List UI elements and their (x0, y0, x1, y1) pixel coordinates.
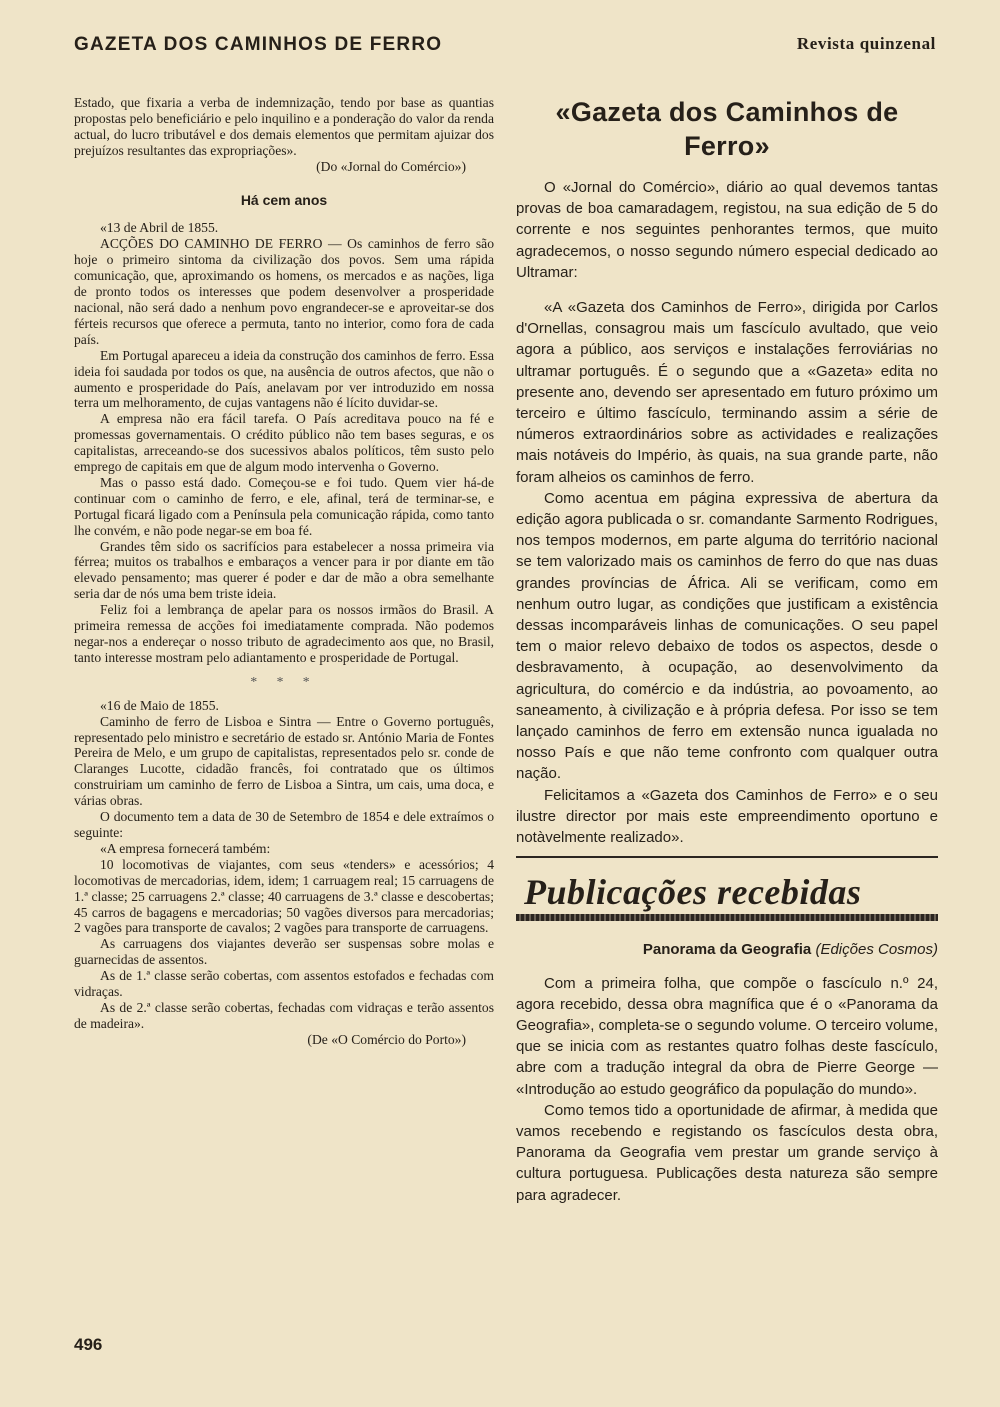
section-separator: * * * (250, 673, 318, 689)
article-paragraph: Com a primeira folha, que compõe o fascículo n.º 24, agora recebido, dessa obra magnífica que é o «Panorama da Geografia», completa-se o segundo volume. O terceiro volume, que se inicia com as restantes quatro folhas deste fascículo, abre com a tradução integral da obra de Pierre George — «Introdução ao estudo geográfico da população do mundo». (516, 974, 938, 1098)
entry-date: «16 de Maio de 1855. (100, 697, 219, 713)
entry-source: (De «O Comércio do Porto») (307, 1031, 466, 1047)
article-paragraph: Como acentua em página expressiva de abertura da edição agora publicada o sr. comandante Sarmento Rodrigues, nos tempos modernos, em parte alguma do território nacional se tem valorizado mais os caminhos de ferro do que nas duas grandes províncias de África. Ali se verificam, como em nenhum outro lugar, as condições que justificam a existência dessas incomparáveis linhas de comunicações. O seu papel tem o maior relevo debaixo de todos os aspectos, desde o desbravamento, à ocupação, ao desenvolvimento da agricultura, do comércio e da indústria, ao povoamento, ao saneamento, à civilização e à própria defesa. Por isso se tem lançado caminhos de ferro em extensão nunca igualada no nosso País e que não teme confronto com qualquer outra nação. (516, 489, 938, 783)
article-paragraph: As de 2.ª classe serão cobertas, fechadas com vidraças e terão assentos de madeira». (74, 999, 494, 1031)
left-column (74, 95, 494, 1048)
article-paragraph: As de 1.ª classe serão cobertas, com assentos estofados e fechadas com vidraças. (74, 968, 494, 1000)
paragraph-gap (516, 283, 938, 297)
article-paragraph: Felicitamos a «Gazeta dos Caminhos de Ferro» e o seu ilustre director por mais este empreendimento oportuno e notàvelmente realizado». (516, 786, 938, 847)
article-paragraph: O «Jornal do Comércio», diário ao qual devemos tantas provas de boa camaradagem, registou, na sua edição de 5 do corrente e nos seguintes penhorantes termos, que muito agradecemos, o nosso segundo número especial dedicado ao Ultramar: (516, 179, 938, 281)
entry-date: «13 de Abril de 1855. (100, 220, 219, 236)
right-column (516, 95, 938, 1206)
article-paragraph: 10 locomotivas de viajantes, com seus «tenders» e acessórios; 4 locomotivas de mercadorias, idem, idem; 1 carruagem real; 15 carruagens de 1.ª classe; 25 carruagens 2.ª classe; 40 carruagens de 3.ª classe e descobertas; 45 carros de bagagens e mercadorias; 50 vagões diversos para mercadorias; 2 vagões para transporte de cavalos; 2 vagões para transporte de carruagens. (74, 856, 494, 936)
journal-title: GAZETA DOS CAMINHOS DE FERRO (74, 34, 443, 55)
publications-underline (516, 914, 938, 921)
article-paragraph: A empresa não era fácil tarefa. O País acreditava pouco na fé e promessas governamentais. O crédito público não tem bases seguras, e os capitalistas, arreceando-se dos sucessivos abalos políticos, têm susto pelo emprego de capitais em que de algum modo intervenha o Governo. (74, 411, 494, 475)
running-head (74, 34, 936, 64)
article-paragraph: Como temos tido a oportunidade de afirmar, à medida que vamos recebendo e registando os fascículos desta obra, Panorama da Geografia vem prestar um grande serviço à cultura portuguesa. Publicações desta natureza são sempre para agradecer. (516, 1101, 938, 1204)
section-rule (516, 856, 938, 858)
book-title-line (516, 939, 938, 960)
article-paragraph: «A «Gazeta dos Caminhos de Ferro», dirigida por Carlos d'Ornellas, consagrou mais um fascículo avultado, que veio agora a público, aos serviços e instalações ferroviárias no ultramar português. É o segundo que a «Gazeta» edita no presente ano, devendo ser apresentado em futuro próximo um terceiro e último fascículo, terminando assim a série de números extraordinários sobre as actividades e realizações mais notáveis do Império, às quais, na sua grande parte, não foram alheios os caminhos de ferro. (516, 299, 938, 486)
section-title: Há cem anos (240, 191, 328, 208)
article-paragraph: ACÇÕES DO CAMINHO DE FERRO — Os caminhos de ferro são hoje o primeiro sintoma da civilização dos povos. Sem uma rápida comunicação, que, aproximando os homens, os mercados e as nações, liga de pronto todos os interesses que podem desenvolver a prosperidade nacional, não será dado a nenhum povo engrandecer-se e aproveitar-se dos férteis recursos que oferece a permuta, tanto no interior, como fora de cada país. (74, 236, 494, 347)
intro-paragraph: Estado, que fixaria a verba de indemnização, tendo por base as quantias propostas pelo beneficiário e pelo inquilino e a ponderação do valor da renda actual, do lucro tributável e dos demais elementos que permitam ajuizar dos prejuízos resultantes das expropriações». (74, 95, 494, 158)
article-paragraph: Mas o passo está dado. Começou-se e foi tudo. Quem vier há-de continuar com o caminho de ferro, e ele, afinal, terá de terminar-se, e Portugal ficará ligado com a Península pela comunicação rápida, como tanto lhe convém, e não pode negar-se em boa fé. (74, 474, 494, 538)
article-paragraph: «A empresa fornecerá também: (100, 840, 271, 856)
article-paragraph: O documento tem a data de 30 de Setembro de 1854 e dele extraímos o seguinte: (74, 809, 494, 840)
book-title: Panorama da Geografia (642, 941, 812, 959)
article-paragraph: Feliz foi a lembrança de apelar para os nossos irmãos do Brasil. A primeira remessa de acções foi imediatamente comprada. Não podemos negar-nos a endereçar o nosso tributo de agradecimento aos que, no Brasil, tanto interesse mostram pelo adiantamento e prosperidade de Portugal. (74, 602, 494, 665)
intro-source: (Do «Jornal do Comércio») (316, 158, 466, 174)
publications-heading: Publicações recebidas (524, 872, 862, 913)
page-number: 496 (74, 1335, 103, 1354)
article-paragraph: As carruagens dos viajantes deverão ser suspensas sobre molas e guarnecidas de assentos. (74, 936, 494, 968)
article-paragraph: Grandes têm sido os sacrifícios para estabelecer a nossa primeira via férrea; muitos os trabalhos e embaraços a vencer para ir por diante em tão elevado pensamento; mas querer é poder e dar de mão a obra semelhante seria dar de nós uma bem triste ideia. (74, 538, 494, 602)
article-paragraph: Em Portugal apareceu a ideia da construção dos caminhos de ferro. Essa ideia foi saudada por todos os que, na ausência de outros afectos, que não o aumento e prosperidade do País, anelavam por ver introduzido em nossa terra um melhoramento, de cujas vantagens não é lícito duvidar-se. (74, 347, 494, 411)
book-publisher: (Edições Cosmos) (815, 941, 938, 959)
article-headline: «Gazeta dos Caminhos de Ferro» (555, 97, 899, 161)
periodicity-label: Revista quinzenal (796, 34, 936, 53)
article-paragraph: Caminho de ferro de Lisboa e Sintra — Entre o Governo português, representado pelo ministro e secretário de estado sr. António Maria de Fontes Pereira de Melo, e um grupo de capitalistas, representados pelo sr. conde de Claranges Lucotte, cidadão francês, foi contratado que os últimos construiriam um caminho de ferro de Lisboa a Sintra, um cais, uma doca, e várias obras. (74, 713, 494, 809)
